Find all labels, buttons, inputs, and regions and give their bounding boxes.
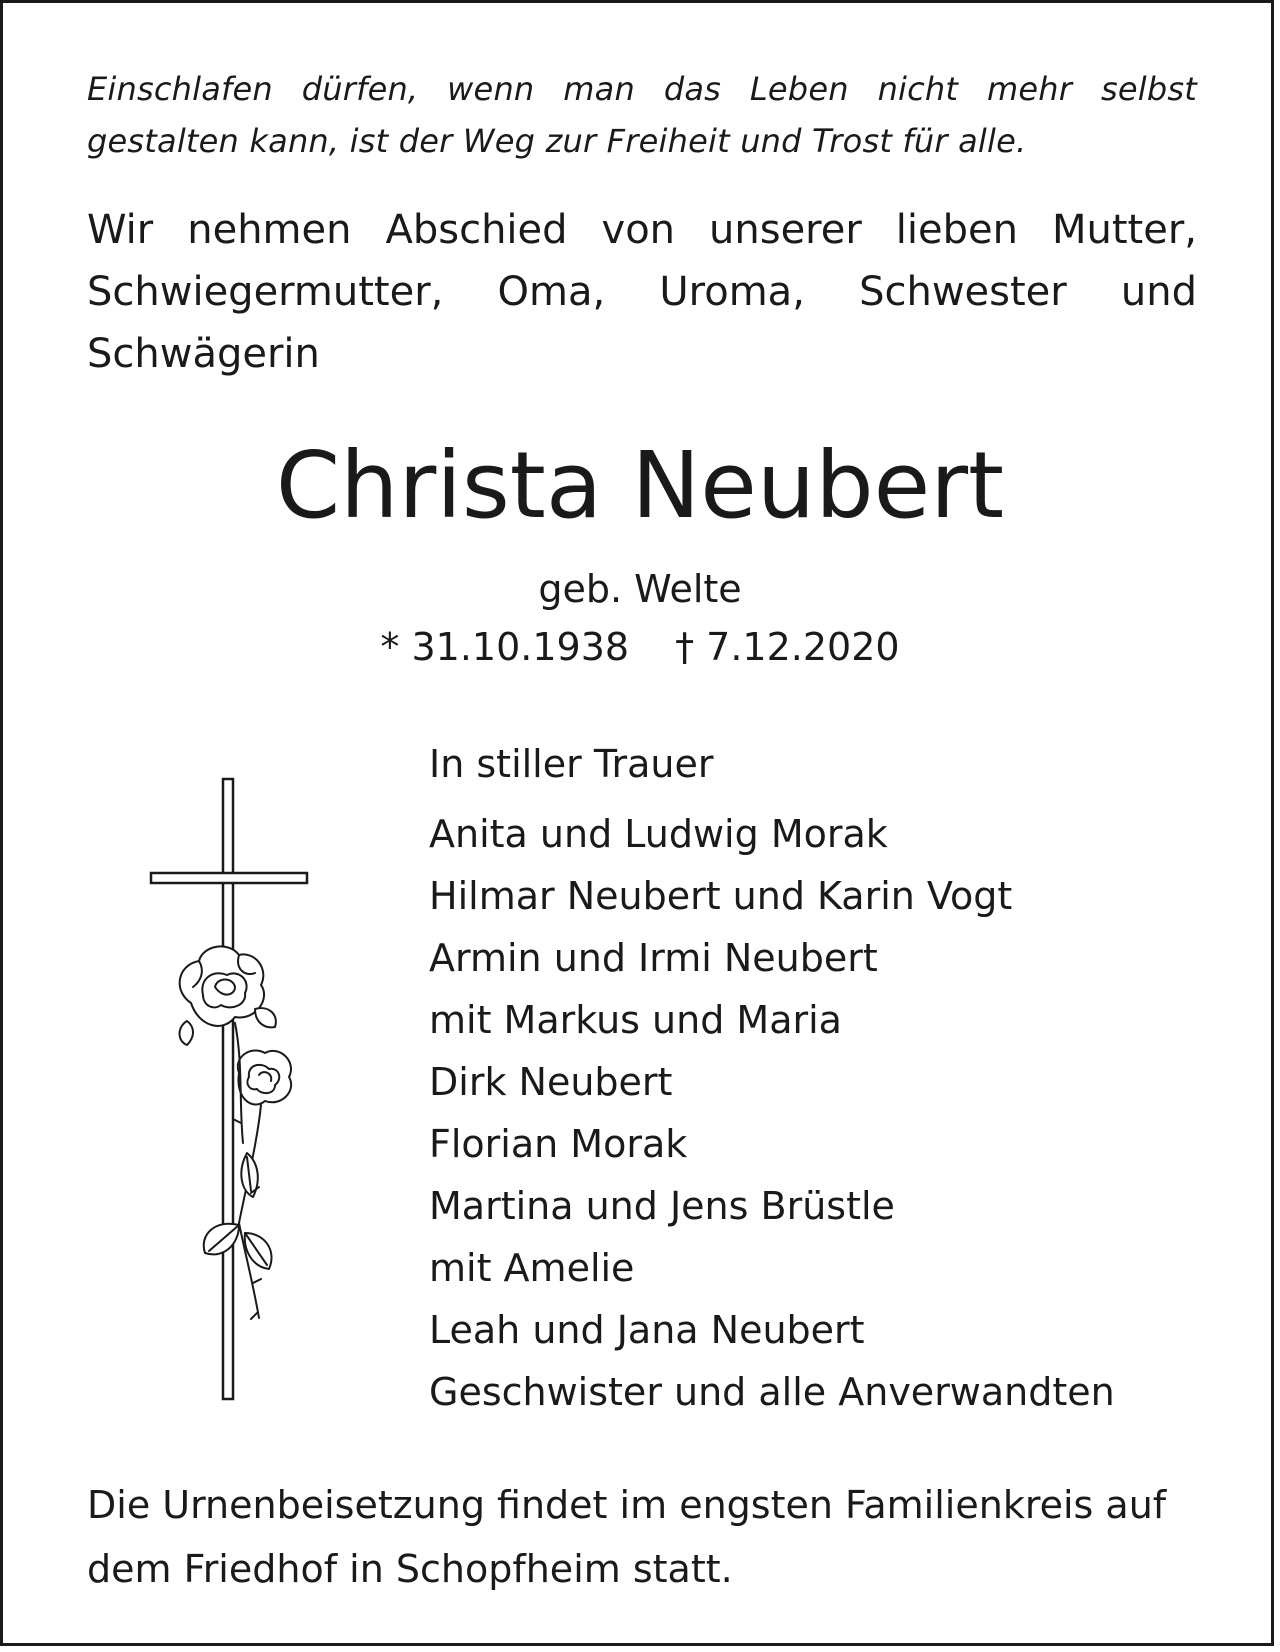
mourner-line: Anita und Ludwig Morak — [429, 812, 888, 856]
mourner-line: Leah und Jana Neubert — [429, 1308, 865, 1352]
mourners-list — [429, 733, 1219, 1423]
motto-text: Einschlafen dürfen, wenn man das Leben nicht mehr selbst gestalten kann, ist der Weg zur Freiheit und Trost für alle. — [87, 70, 1197, 160]
mourner-line: Hilmar Neubert und Karin Vogt — [429, 874, 1013, 918]
funeral-note: Die Urnenbeisetzung findet im engsten Familienkreis auf dem Friedhof in Schopfheim statt. — [87, 1483, 1167, 1591]
mourner-line: Martina und Jens Brüstle — [429, 1184, 895, 1228]
mourner-line: Armin und Irmi Neubert — [429, 936, 878, 980]
mourner-line: Geschwister und alle Anverwandten — [429, 1370, 1115, 1414]
birth-name: geb. Welte — [538, 567, 742, 611]
mourner-line: mit Amelie — [429, 1246, 635, 1290]
deceased-name: Christa Neubert — [275, 432, 1005, 539]
death-date: † 7.12.2020 — [675, 625, 900, 669]
mourner-line: Florian Morak — [429, 1122, 688, 1166]
mourner-line: Dirk Neubert — [429, 1060, 673, 1104]
mourner-line: mit Markus und Maria — [429, 998, 842, 1042]
life-dates — [3, 619, 1277, 675]
birth-date: * 31.10.1938 — [380, 625, 630, 669]
intro-text: Wir nehmen Abschied von unserer lieben Mutter, Schwiegermutter, Oma, Uroma, Schwester und Schwägerin — [87, 207, 1197, 377]
mourners-heading: In stiller Trauer — [429, 742, 714, 786]
cross-with-roses-icon — [143, 773, 313, 1403]
